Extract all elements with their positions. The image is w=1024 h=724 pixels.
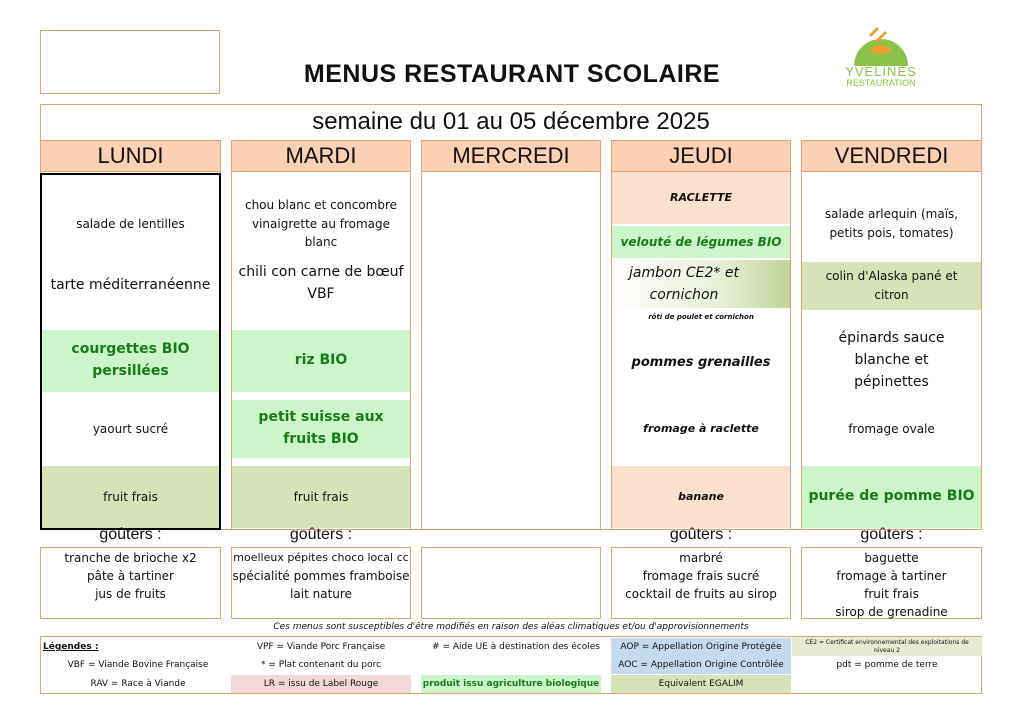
legend-box	[40, 636, 982, 694]
menu-item-dessert: fruit frais	[41, 466, 220, 528]
menu-item-plat-alternative: rôti de poulet et cornichon	[648, 312, 754, 321]
gouter-label-jeudi: goûters :	[669, 526, 733, 543]
legend-rav: RAV = Race à Viande	[90, 679, 186, 689]
gouter-item: sirop de grenadine	[835, 605, 948, 619]
gouter-item: marbré	[679, 551, 723, 565]
gouter-item: tranche de brioche x2	[64, 551, 197, 565]
menu-item-entree: chou blanc et concombre vinaigrette au fromage blanc	[244, 198, 398, 250]
week-title: semaine du 01 au 05 décembre 2025	[312, 108, 710, 135]
gouter-box-jeudi	[611, 547, 791, 619]
gouter-item: baguette	[864, 551, 919, 565]
legend-aide-ue: # = Aide UE à destination des écoles	[432, 642, 600, 652]
menu-item-laitage: fromage ovale	[848, 421, 935, 436]
plate-logo-icon	[826, 20, 936, 68]
legend-vpf: VPF = Viande Porc Française	[256, 642, 386, 652]
menu-item-laitage: yaourt sucré	[92, 421, 169, 436]
day-header-mardi: MARDI	[231, 140, 411, 172]
day-header-lundi: LUNDI	[40, 140, 221, 172]
gouter-item: moelleux pépites choco local cc	[233, 551, 409, 564]
gouter-item: fruit frais	[864, 587, 919, 601]
logo-line2: RESTAURATION	[846, 78, 916, 88]
gouter-box-lundi	[40, 547, 221, 619]
menu-item-plat: chili con carne de bœuf VBF	[238, 264, 404, 302]
legend-aop: AOP = Appellation Origine Protégée	[611, 638, 791, 656]
today-highlight-border	[40, 173, 221, 530]
menu-item-plat: tarte méditerranéenne	[50, 277, 211, 294]
page-title: MENUS RESTAURANT SCOLAIRE	[303, 59, 721, 88]
gouter-item: jus de fruits	[95, 587, 166, 601]
gouter-item: pâte à tartiner	[87, 569, 174, 583]
day-column-vendredi	[801, 172, 982, 529]
menu-item-entree: velouté de légumes BIO	[612, 226, 790, 258]
gouter-box-mercredi	[421, 547, 601, 619]
legend-title: Légendes :	[43, 642, 99, 652]
gouter-box-vendredi	[801, 547, 982, 619]
legend-label-rouge: LR = issu de Label Rouge	[231, 675, 411, 693]
menu-item-laitage: fromage à raclette	[643, 422, 759, 436]
day-column-jeudi	[611, 172, 791, 529]
legend-ce2: CE2 = Certificat environnemental des exploitations de niveau 2	[792, 637, 982, 656]
gouter-box-mardi	[231, 547, 411, 619]
day-header-vendredi: VENDREDI	[801, 140, 982, 172]
gouter-item: spécialité pommes framboise	[232, 569, 410, 583]
disclaimer-text: Ces menus sont susceptibles d'être modifiés en raison des aléas climatiques et/ou d'approvisionnements	[273, 622, 749, 632]
menu-item-dessert: banane	[612, 466, 790, 528]
menu-item-accompagnement: riz BIO	[232, 330, 410, 392]
day-column-mardi	[231, 172, 411, 529]
day-header-mercredi: MERCREDI	[421, 140, 601, 172]
yvelines-restauration-logo	[826, 20, 936, 92]
legend-pdt: pdt = pomme de terre	[836, 660, 938, 670]
menu-item-plat: colin d'Alaska pané et citron	[802, 262, 981, 310]
gouter-item: fromage frais sucré	[642, 569, 760, 583]
legend-vbf: VBF = Viande Bovine Française	[67, 660, 209, 670]
gouter-label-vendredi: goûters :	[860, 526, 923, 543]
legend-bio: produit issu agriculture biologique	[421, 675, 601, 693]
menu-item-accompagnement: épinards sauce blanche et pépinettes	[838, 330, 945, 390]
menu-item-laitage: petit suisse aux fruits BIO	[232, 400, 410, 458]
gouter-item: fromage à tartiner	[836, 569, 947, 583]
menu-item-entree: salade de lentilles	[76, 216, 185, 231]
logo-line1: YVELINES	[845, 64, 917, 79]
menu-item-accompagnement: pommes grenailles	[631, 354, 771, 370]
menu-item-plat: jambon CE2* et cornichon	[612, 260, 790, 308]
gouter-item: lait nature	[290, 587, 352, 601]
menu-item-dessert: fruit frais	[232, 466, 410, 528]
day-header-jeudi: JEUDI	[611, 140, 791, 172]
legend-porc: * = Plat contenant du porc	[260, 660, 382, 670]
menu-theme-label: RACLETTE	[612, 172, 790, 224]
gouter-item: cocktail de fruits au sirop	[625, 587, 777, 601]
empty-header-box	[40, 30, 220, 94]
day-column-mercredi	[421, 172, 601, 529]
legend-aoc: AOC = Appellation Origine Contrôlée	[611, 656, 791, 674]
legend-egalim: Equivalent EGALIM	[611, 675, 791, 693]
menu-item-entree: salade arlequin (maïs, petits pois, tomates)	[824, 207, 959, 240]
gouter-label-lundi: goûters :	[99, 526, 162, 543]
menu-item-dessert: purée de pomme BIO	[802, 466, 981, 528]
gouter-label-mardi: goûters :	[289, 526, 353, 543]
menu-item-accompagnement: courgettes BIO persillées	[41, 330, 220, 392]
